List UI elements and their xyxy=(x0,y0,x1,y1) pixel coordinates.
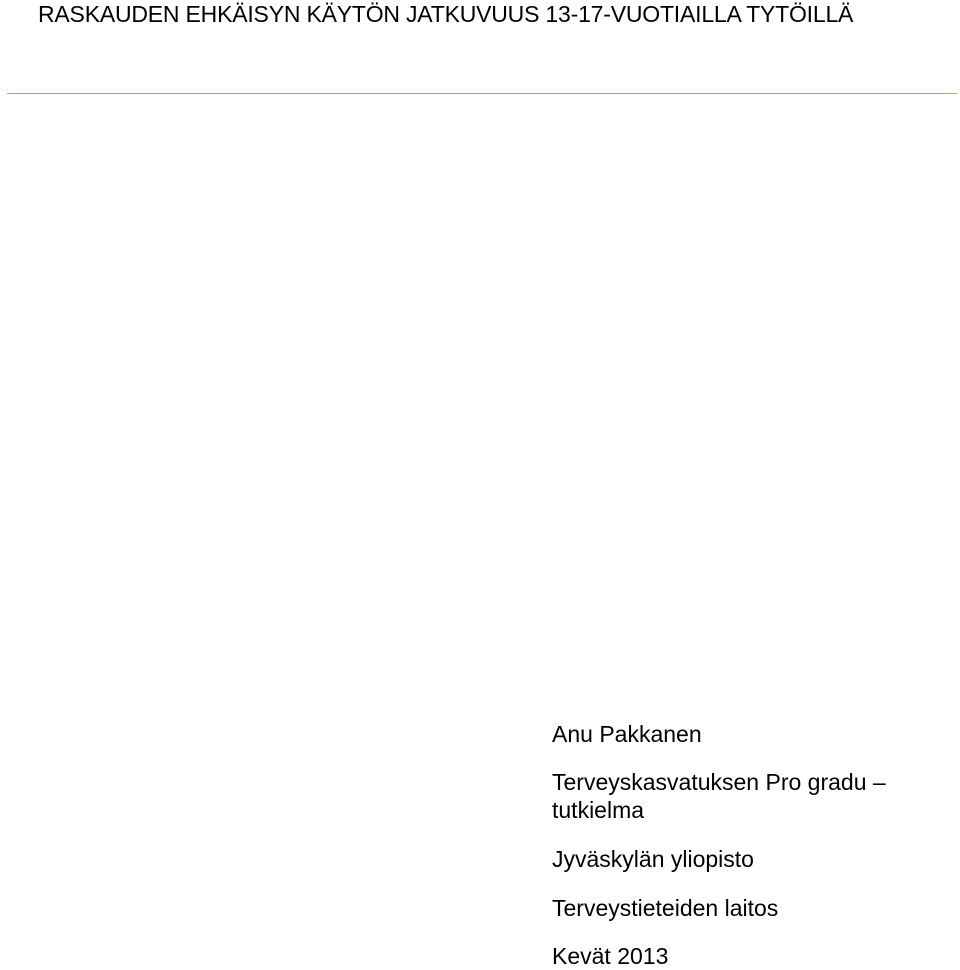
document-title: RASKAUDEN EHKÄISYN KÄYTÖN JATKUVUUS 13-17-VUOTIAILLA TYTÖILLÄ xyxy=(38,1,854,27)
header-divider xyxy=(7,93,957,94)
publication-date: Kevät 2013 xyxy=(552,943,669,969)
university-name: Jyväskylän yliopisto xyxy=(552,846,754,872)
degree-info xyxy=(552,768,886,824)
department-name: Terveystieteiden laitos xyxy=(552,895,779,921)
degree-line-1: Terveyskasvatuksen Pro gradu – xyxy=(552,769,886,795)
degree-line-2: tutkielma xyxy=(552,797,645,823)
author-name: Anu Pakkanen xyxy=(552,721,702,747)
